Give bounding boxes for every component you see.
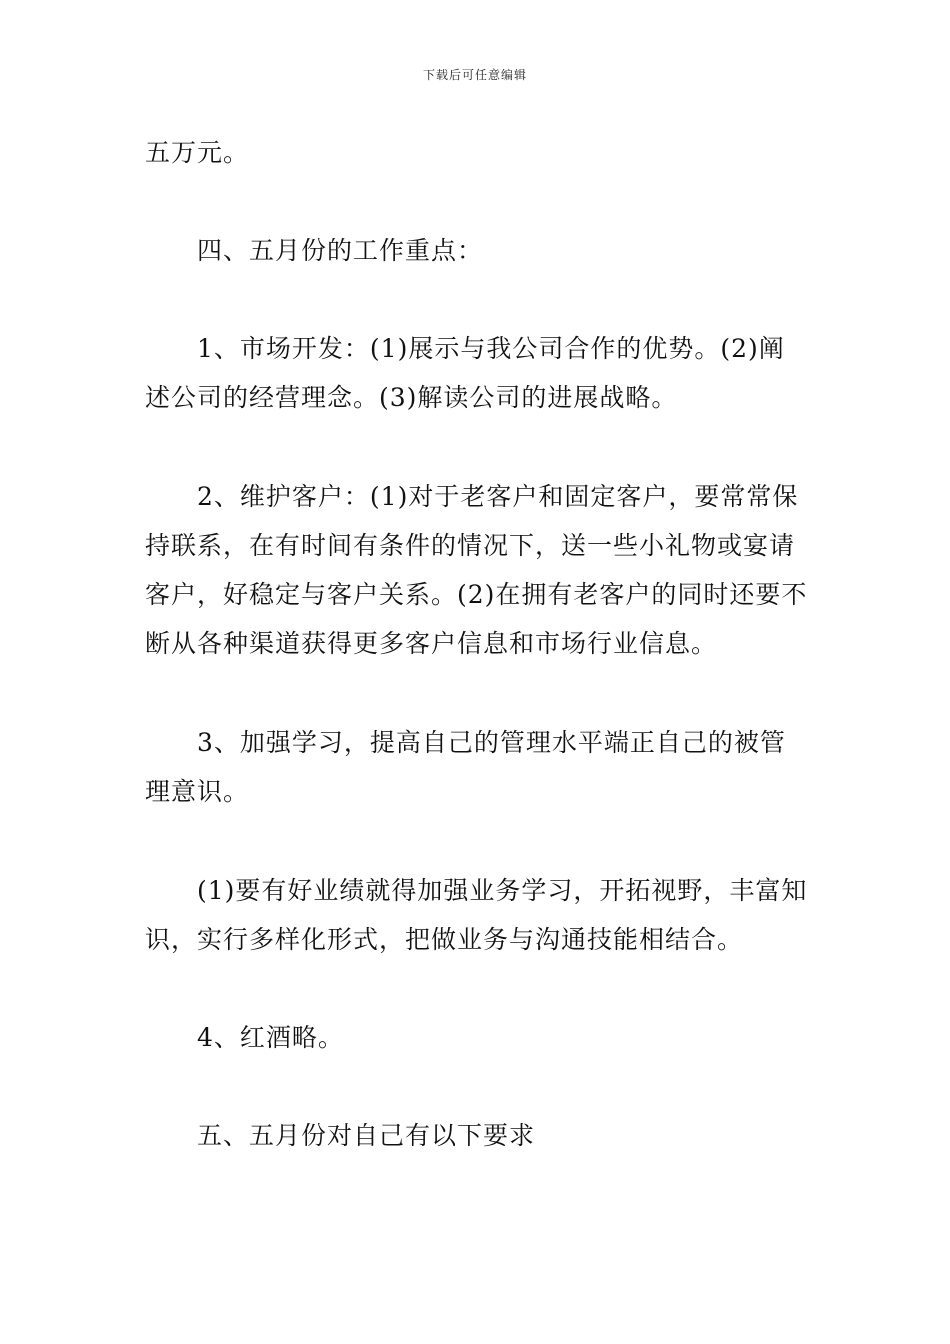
section-heading-five: 五、五月份对自己有以下要求	[197, 1121, 536, 1150]
paragraph-continuation: 五万元。	[145, 138, 250, 167]
item-market-development: 1、市场开发：(1)展示与我公司合作的优势。(2)阐述公司的经营理念。(3)解读公司的进展战略。	[145, 334, 785, 412]
section-heading-four: 四、五月份的工作重点：	[197, 236, 484, 265]
item-strengthen-learning: 3、加强学习，提高自己的管理水平端正自己的被管理意识。	[145, 728, 786, 806]
item-maintain-customers: 2、维护客户：(1)对于老客户和固定客户，要常常保持联系，在有时间有条件的情况下，送一些小礼物或宴请客户，好稳定与客户关系。(2)在拥有老客户的同时还要不断从各种渠道获得更多客户信息和市场行业信息。	[145, 482, 808, 658]
page-header: 下载后可任意编辑	[422, 68, 527, 82]
item-red-wine: 4、红酒略。	[197, 1023, 344, 1052]
subitem-business-learning: (1)要有好业绩就得加强业务学习，开拓视野，丰富知识，实行多样化形式，把做业务与沟通技能相结合。	[145, 876, 808, 954]
